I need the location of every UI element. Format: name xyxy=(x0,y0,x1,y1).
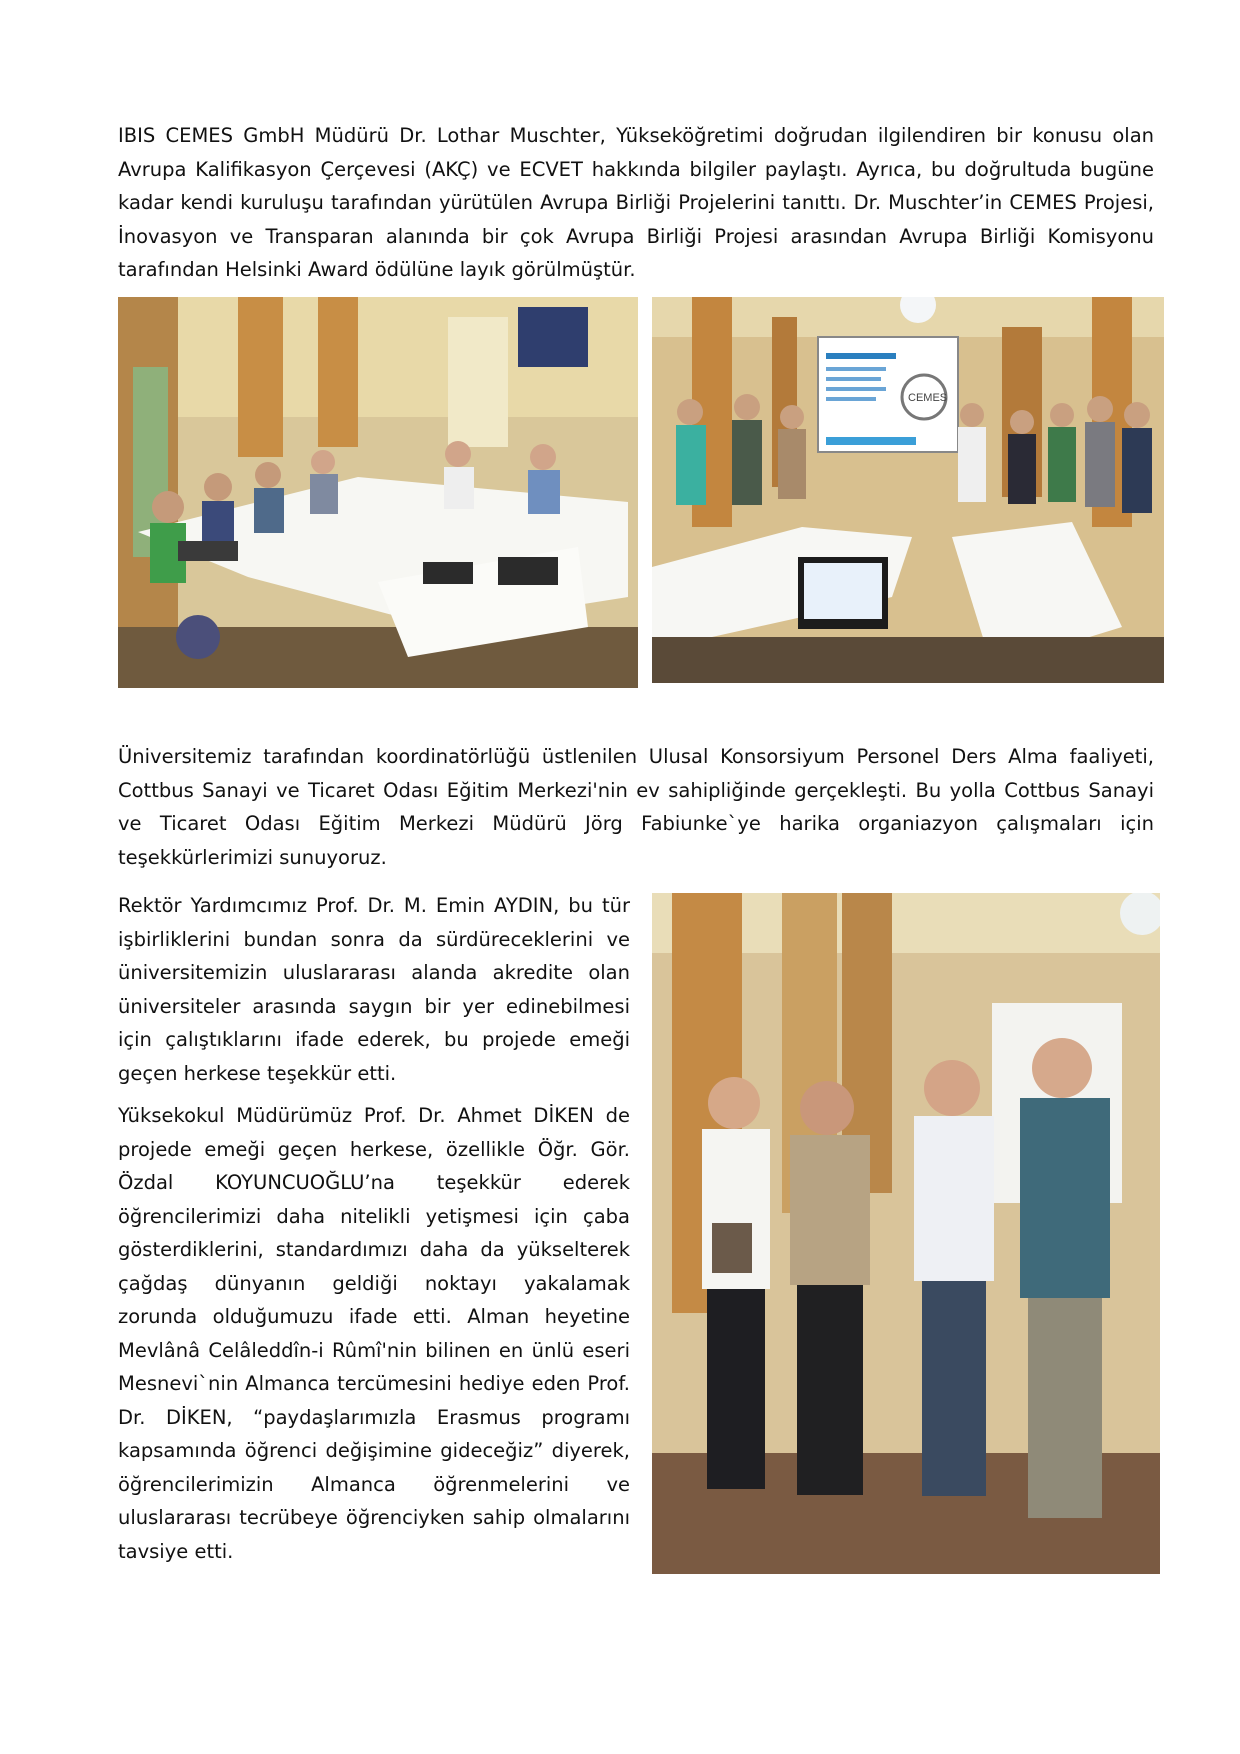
group-photo-presentation xyxy=(652,297,1164,683)
consortium-paragraph: Üniversitemiz tarafından koordinatörlüğü üstlenilen Ulusal Konsorsiyum Personel Ders Alma faaliyeti, Cottbus Sanayi ve Ticaret Odası Eğitim Merkezi'nin ev sahipliğinde gerçekleşti. Bu yolla Cottbus Sanayi ve Ticaret Odası Eğitim Merkezi Müdürü Jörg Fabiunke`ye harika organiazyon çalışmaları için teşekkürlerimizi sunuyoruz. xyxy=(118,745,1154,869)
four-men-photo xyxy=(652,893,1160,1574)
director-paragraph: Yüksekokul Müdürümüz Prof. Dr. Ahmet DİKEN de projede emeği geçen herkese, özellikle Öğr. Gör. Özdal KOYUNCUOĞLU’na teşekkür ederek öğrencilerimizi daha nitelikli yetişmesi için çaba gösterdiklerini, standardımızı daha da yükselterek çağdaş dünyanın geldiği noktayı yakalamak zorunda olduğumuzu ifade etti. Alman heyetine Mevlânâ Celâleddîn-i Rûmî'nin bilinen en ünlü eseri Mesnevi`nin Almanca tercümesini hediye eden Prof. Dr. DİKEN, “paydaşlarımızla Erasmus programı kapsamında öğrenci değişimine gideceğiz” diyerek, öğrencilerimizin Almanca öğrenmelerini ve uluslararası tecrübeye öğrenciyken sahip olmalarını tavsiye etti. xyxy=(118,1104,630,1563)
rector-paragraph: Rektör Yardımcımız Prof. Dr. M. Emin AYDIN, bu tür işbirliklerini bundan sonra da sürdüreceklerini ve üniversitemizin uluslararası alanda akredite olan üniversiteler arasında saygın bir yer edinebilmesi için çalıştıklarını ifade ederek, bu projede emeği geçen herkese teşekkür etti. xyxy=(118,894,630,1085)
meeting-photo xyxy=(118,297,638,688)
intro-paragraph: IBIS CEMES GmbH Müdürü Dr. Lothar Muschter, Yükseköğretimi doğrudan ilgilendiren bir konusu olan Avrupa Kalifikasyon Çerçevesi (AKÇ) ve ECVET hakkında bilgiler paylaştı. Ayrıca, bu doğrultuda bugüne kadar kendi kuruluşu tarafından yürütülen Avrupa Birliği Projelerini tanıttı. Dr. Muschter’in CEMES Projesi, İnovasyon ve Transparan alanında bir çok Avrupa Birliği Projesi arasından Avrupa Birliği Komisyonu tarafından Helsinki Award ödülüne layık görülmüştür. xyxy=(118,124,1154,281)
slide-logo-text: CEMES xyxy=(908,392,948,404)
